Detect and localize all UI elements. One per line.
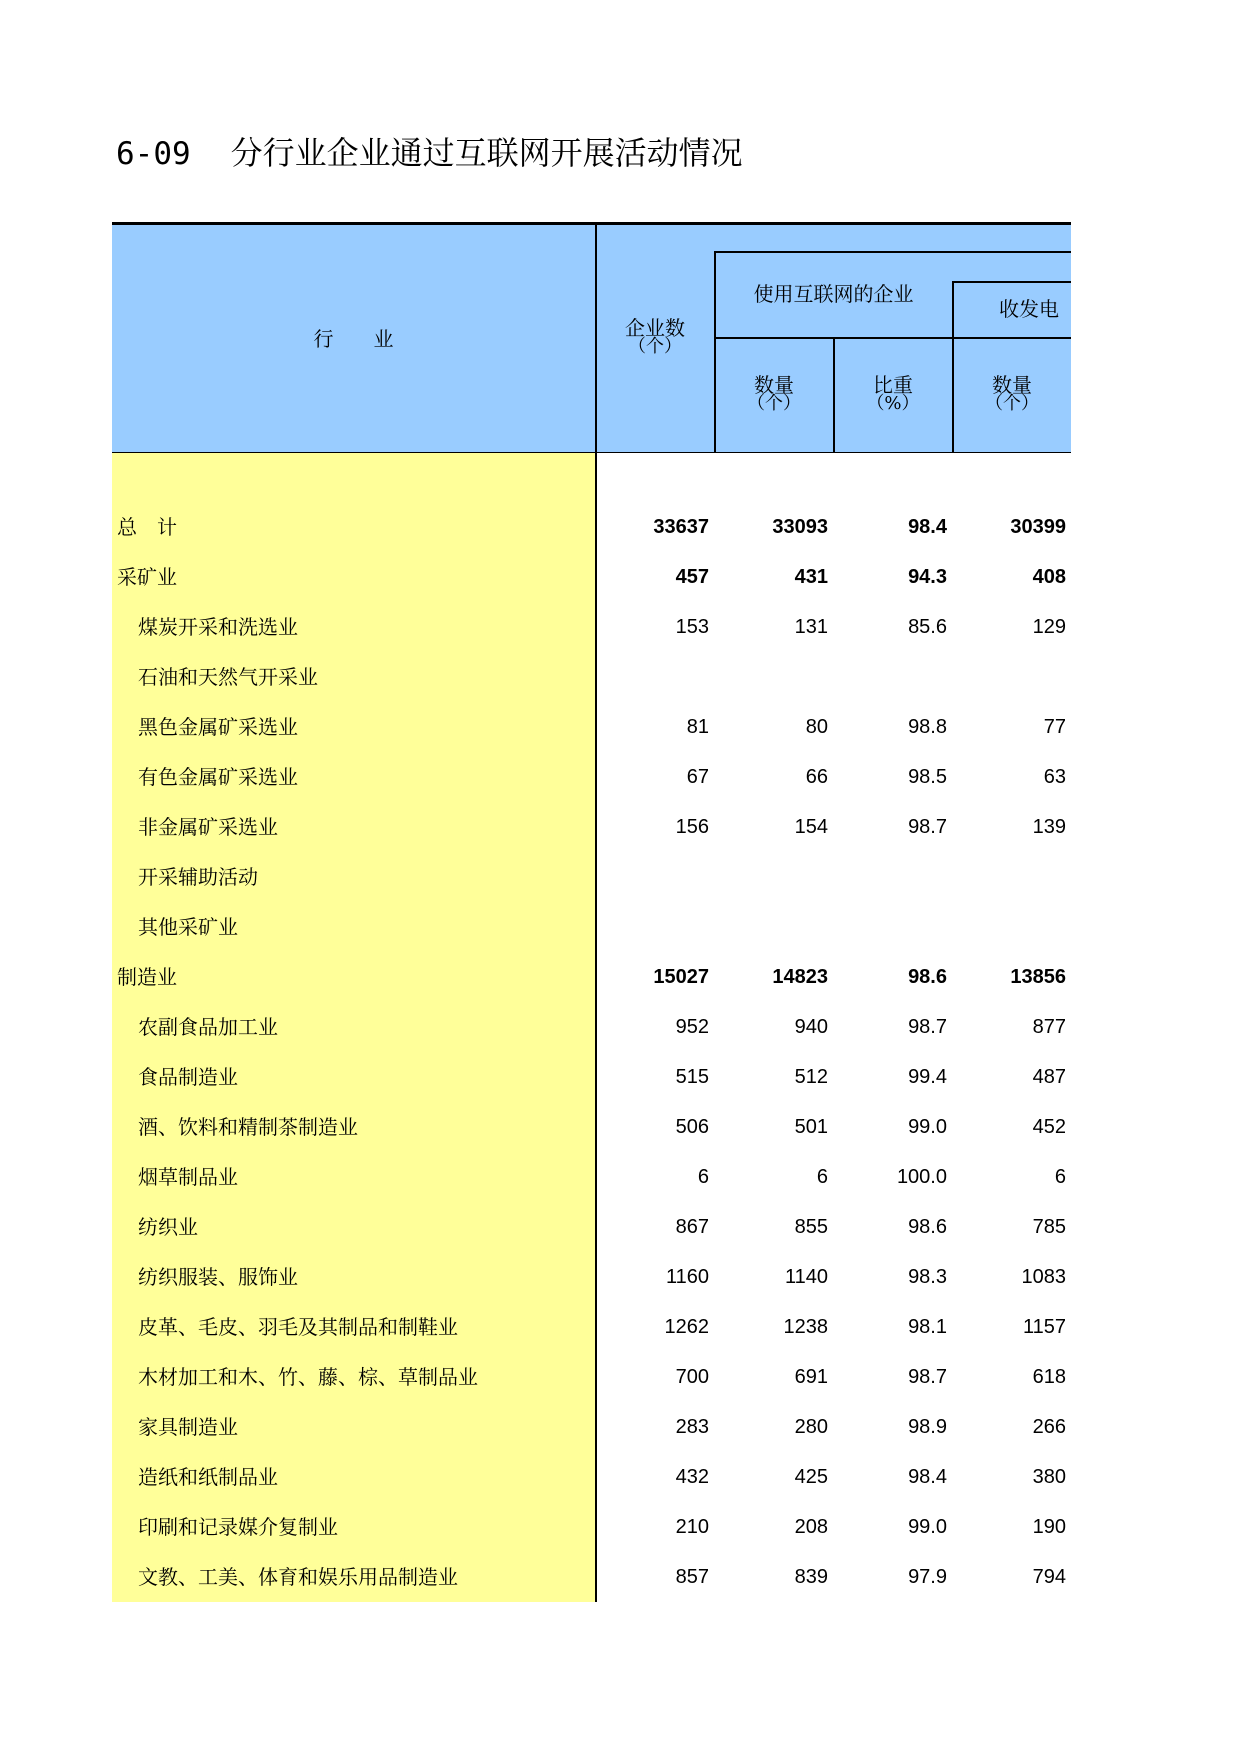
email-count-cell: 139	[1032, 816, 1066, 838]
internet-count-cell: 80	[805, 716, 828, 738]
enterprises-cell: 33637	[653, 516, 709, 538]
internet-count-label: 数量	[754, 373, 794, 397]
internet-ratio-cell: 94.3	[908, 566, 947, 588]
internet-ratio-cell: 99.4	[908, 1066, 947, 1088]
table-row	[112, 702, 1071, 752]
email-count-cell: 266	[1032, 1416, 1066, 1438]
email-count-cell: 618	[1032, 1366, 1066, 1388]
industry-name: 烟草制品业	[138, 1165, 238, 1189]
internet-count-cell: 501	[794, 1116, 828, 1138]
industry-name: 食品制造业	[138, 1065, 238, 1089]
internet-ratio-cell: 98.8	[908, 716, 947, 738]
industry-name: 总 计	[117, 515, 177, 539]
internet-ratio-cell: 98.6	[908, 966, 947, 988]
industry-name: 采矿业	[117, 565, 177, 589]
email-count-unit: （个）	[985, 393, 1039, 414]
internet-count-cell: 33093	[772, 516, 828, 538]
internet-ratio-unit: （%）	[866, 393, 920, 414]
internet-ratio-header	[834, 375, 952, 413]
table-row	[112, 852, 1071, 902]
internet-ratio-cell: 98.7	[908, 1016, 947, 1038]
email-count-cell: 77	[1043, 716, 1066, 738]
table-row	[112, 1452, 1071, 1502]
enterprises-cell: 15027	[653, 966, 709, 988]
internet-count-cell: 6	[816, 1166, 828, 1188]
internet-count-cell: 154	[794, 816, 828, 838]
email-count-cell: 380	[1032, 1466, 1066, 1488]
internet-count-cell: 691	[794, 1366, 828, 1388]
table-row	[112, 1402, 1071, 1452]
internet-ratio-cell: 98.5	[908, 766, 947, 788]
table-row	[112, 1202, 1071, 1252]
industry-header: 行 业	[313, 327, 394, 351]
internet-ratio-cell: 98.7	[908, 816, 947, 838]
internet-count-cell: 431	[794, 566, 828, 588]
industry-name: 有色金属矿采选业	[138, 765, 298, 789]
email-count-cell: 452	[1032, 1116, 1066, 1138]
table-row	[112, 1252, 1071, 1302]
internet-count-cell: 855	[794, 1216, 828, 1238]
internet-ratio-cell: 97.9	[908, 1566, 947, 1588]
enterprises-cell: 952	[675, 1016, 709, 1038]
enterprises-cell: 210	[675, 1516, 709, 1538]
internet-count-cell: 425	[794, 1466, 828, 1488]
internet-ratio-cell: 99.0	[908, 1116, 947, 1138]
table-row	[112, 902, 1071, 952]
email-count-header	[953, 375, 1071, 413]
internet-ratio-cell: 100.0	[896, 1166, 947, 1188]
table-title: 分行业企业通过互联网开展活动情况	[230, 134, 743, 172]
internet-ratio-cell: 98.4	[908, 516, 947, 538]
internet-count-cell: 131	[794, 616, 828, 638]
enterprises-cell: 81	[686, 716, 709, 738]
email-count-cell: 129	[1032, 616, 1066, 638]
table-row	[112, 952, 1071, 1002]
divider-subheader	[714, 337, 1071, 339]
enterprises-cell: 857	[675, 1566, 709, 1588]
internet-ratio-label: 比重	[873, 373, 913, 397]
email-count-cell: 408	[1032, 566, 1066, 588]
industry-name: 农副食品加工业	[138, 1015, 278, 1039]
email-count-cell: 794	[1032, 1566, 1066, 1588]
internet-ratio-cell: 98.1	[908, 1316, 947, 1338]
enterprises-cell: 457	[675, 566, 709, 588]
industry-name: 造纸和纸制品业	[138, 1465, 278, 1489]
table-number: 6-09	[116, 136, 191, 172]
industry-name: 酒、饮料和精制茶制造业	[138, 1115, 358, 1139]
industry-name: 木材加工和木、竹、藤、棕、草制品业	[138, 1365, 478, 1389]
internet-count-cell: 208	[794, 1516, 828, 1538]
internet-ratio-cell: 85.6	[908, 616, 947, 638]
table-row	[112, 1502, 1071, 1552]
industry-name: 家具制造业	[138, 1415, 238, 1439]
enterprises-cell: 515	[675, 1066, 709, 1088]
enterprises-cell: 506	[675, 1116, 709, 1138]
email-count-cell: 1157	[1022, 1316, 1066, 1338]
internet-count-cell: 839	[794, 1566, 828, 1588]
statistics-table	[112, 222, 1071, 1602]
table-row	[112, 552, 1071, 602]
internet-ratio-cell: 98.4	[908, 1466, 947, 1488]
industry-name: 纺织业	[138, 1215, 198, 1239]
enterprises-cell: 700	[675, 1366, 709, 1388]
email-count-cell: 877	[1032, 1016, 1066, 1038]
industry-name: 文教、工美、体育和娱乐用品制造业	[138, 1565, 458, 1589]
table-row	[112, 1352, 1071, 1402]
email-count-cell: 487	[1032, 1066, 1066, 1088]
email-count-cell: 1083	[1021, 1266, 1066, 1288]
internet-count-header	[715, 375, 833, 413]
enterprises-cell: 432	[675, 1466, 709, 1488]
internet-count-cell: 512	[794, 1066, 828, 1088]
industry-name: 其他采矿业	[138, 915, 238, 939]
table-row	[112, 502, 1071, 552]
email-count-cell: 63	[1043, 766, 1066, 788]
email-count-label: 数量	[992, 373, 1032, 397]
enterprises-unit: （个）	[628, 336, 682, 357]
internet-count-unit: （个）	[747, 393, 801, 414]
industry-name: 制造业	[117, 965, 177, 989]
email-count-cell: 30399	[1010, 516, 1066, 538]
industry-name: 非金属矿采选业	[138, 815, 278, 839]
enterprises-label: 企业数	[625, 316, 685, 340]
enterprises-cell: 67	[686, 766, 709, 788]
internet-count-cell: 940	[794, 1016, 828, 1038]
enterprises-cell: 1262	[664, 1316, 709, 1338]
internet-count-cell: 14823	[772, 966, 828, 988]
table-row	[112, 1552, 1071, 1602]
industry-name: 皮革、毛皮、羽毛及其制品和制鞋业	[138, 1315, 458, 1339]
industry-name: 煤炭开采和洗选业	[138, 615, 298, 639]
industry-name: 石油和天然气开采业	[138, 665, 318, 689]
enterprises-cell: 156	[675, 816, 709, 838]
table-row	[112, 802, 1071, 852]
internet-count-cell: 280	[794, 1416, 828, 1438]
industry-name: 开采辅助活动	[138, 865, 258, 889]
table-row	[112, 1052, 1071, 1102]
email-group-header: 收发电	[999, 297, 1059, 321]
table-row	[112, 752, 1071, 802]
enterprises-cell: 6	[697, 1166, 709, 1188]
internet-group-header: 使用互联网的企业	[753, 282, 914, 306]
enterprises-cell: 867	[675, 1216, 709, 1238]
internet-count-cell: 66	[805, 766, 828, 788]
email-count-cell: 785	[1032, 1216, 1066, 1238]
internet-ratio-cell: 98.9	[908, 1416, 947, 1438]
table-row	[112, 1002, 1071, 1052]
internet-count-cell: 1140	[784, 1266, 828, 1288]
page-title	[116, 128, 743, 174]
email-count-cell: 190	[1032, 1516, 1066, 1538]
industry-name: 印刷和记录媒介复制业	[138, 1515, 338, 1539]
email-count-cell: 13856	[1010, 966, 1066, 988]
table-row	[112, 1302, 1071, 1352]
industry-name: 纺织服装、服饰业	[138, 1265, 298, 1289]
enterprises-cell: 153	[675, 616, 709, 638]
divider-email-top	[952, 281, 1071, 283]
table-row	[112, 1102, 1071, 1152]
internet-ratio-cell: 98.6	[908, 1216, 947, 1238]
enterprises-header	[596, 318, 714, 356]
table-row	[112, 1152, 1071, 1202]
email-count-cell: 6	[1054, 1166, 1066, 1188]
industry-name: 黑色金属矿采选业	[138, 715, 298, 739]
internet-ratio-cell: 98.3	[908, 1266, 947, 1288]
table-row	[112, 652, 1071, 702]
enterprises-cell: 283	[675, 1416, 709, 1438]
table-row	[112, 602, 1071, 652]
internet-count-cell: 1238	[783, 1316, 828, 1338]
internet-ratio-cell: 98.7	[908, 1366, 947, 1388]
divider-internet-top	[714, 251, 1071, 253]
divider-internet-left	[714, 251, 716, 453]
internet-ratio-cell: 99.0	[908, 1516, 947, 1538]
enterprises-cell: 1160	[665, 1266, 709, 1288]
